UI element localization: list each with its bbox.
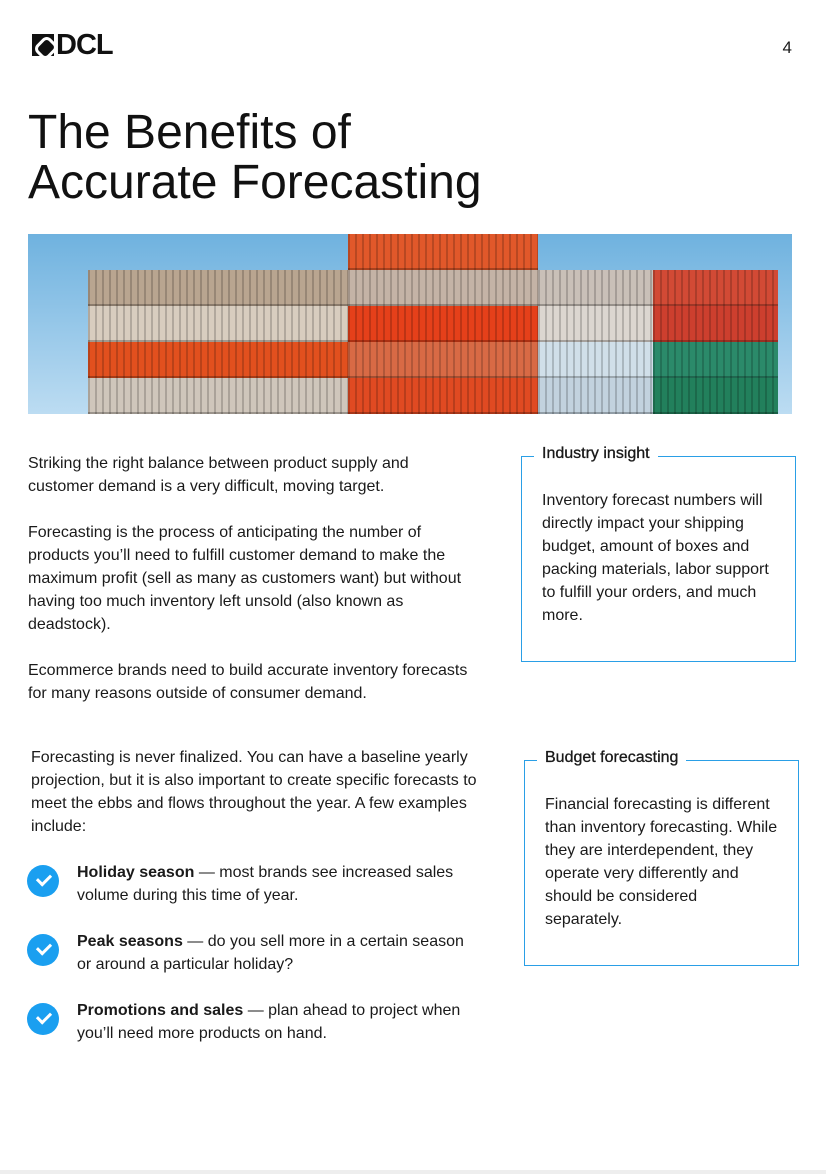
item-title: Holiday season <box>77 864 195 881</box>
logo-text: DCL <box>56 29 113 61</box>
container-stack <box>538 270 658 414</box>
item-desc: — do you sell more in a certain season or around a particular holiday? <box>77 933 464 973</box>
list-item <box>31 999 481 1045</box>
list-item-text <box>77 861 481 907</box>
page-bottom-edge <box>0 1170 826 1174</box>
dcl-logo <box>32 29 113 61</box>
checkmark-icon <box>27 865 59 897</box>
container-stack <box>653 270 778 414</box>
list-item <box>31 930 481 976</box>
shipping-containers-photo <box>28 234 792 414</box>
page-number: 4 <box>782 38 792 57</box>
budget-forecasting-box <box>524 749 799 966</box>
page-title <box>28 108 482 208</box>
paragraph: Ecommerce brands need to build accurate inventory forecasts for many reasons outside of consumer demand. <box>28 662 468 702</box>
item-title: Peak seasons <box>77 933 183 950</box>
container-stack <box>88 270 348 414</box>
box-label: Budget forecasting <box>537 749 686 767</box>
industry-insight-box <box>521 445 796 662</box>
container-stack <box>348 234 538 414</box>
list-item <box>31 861 481 907</box>
paragraph: Forecasting is never finalized. You can have a baseline yearly projection, but it is also important to create specific forecasts to meet the ebbs and flows throughout the year. A few examples include: <box>31 749 477 835</box>
paragraph: Striking the right balance between product supply and customer demand is a very difficult, moving target. <box>28 455 409 495</box>
intro-text <box>28 452 478 728</box>
box-text: Financial forecasting is different than inventory forecasting. While they are interdependent, they operate very differently and should be considered separately. <box>545 796 778 928</box>
item-title: Promotions and sales <box>77 1002 244 1019</box>
item-desc: — plan ahead to project when you’ll need more products on hand. <box>77 1002 461 1042</box>
item-desc: — most brands see increased sales volume during this time of year. <box>77 864 454 904</box>
title-line-2: Accurate Forecasting <box>28 156 482 209</box>
paragraph: Forecasting is the process of anticipating the number of products you’ll need to fulfill customer demand to make the maximum profit (sell as many as customers want) but without having too much inventory left unsold (also known as deadstock). <box>28 524 462 633</box>
chain-link-icon <box>32 34 54 56</box>
list-item-text <box>77 930 481 976</box>
box-text: Inventory forecast numbers will directly impact your shipping budget, amount of boxes and packing materials, labor support to fulfill your orders, and much more. <box>542 492 769 624</box>
box-label: Industry insight <box>534 445 658 463</box>
title-line-1: The Benefits of <box>28 106 351 159</box>
checkmark-icon <box>27 934 59 966</box>
checkmark-icon <box>27 1003 59 1035</box>
examples-section <box>31 746 481 1045</box>
list-item-text <box>77 999 481 1045</box>
